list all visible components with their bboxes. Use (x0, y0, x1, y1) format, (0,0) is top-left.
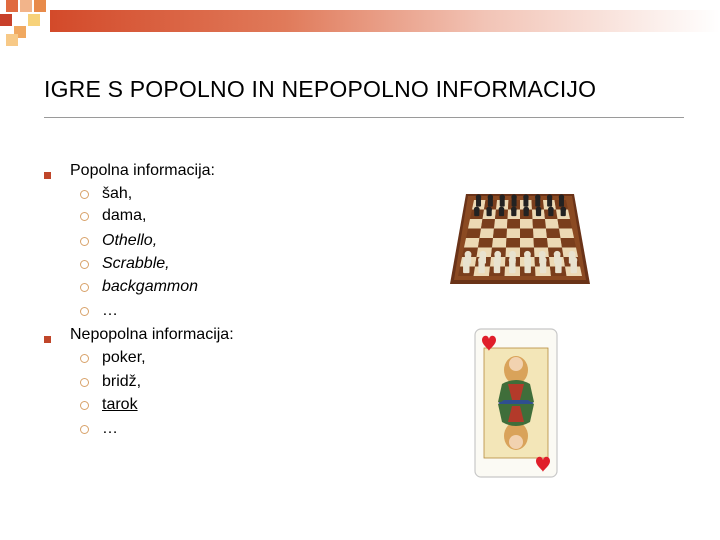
sub-bullet-circle-icon (80, 237, 89, 246)
list-item: Scrabble, (102, 255, 170, 272)
bullet-square-icon (44, 336, 51, 343)
list-item: tarok (102, 396, 138, 413)
title-divider (44, 117, 684, 118)
sub-bullet-circle-icon (80, 378, 89, 387)
chessboard-image (450, 180, 590, 288)
sub-bullet-circle-icon (80, 212, 89, 221)
sub-bullet-circle-icon (80, 190, 89, 199)
list-item: … (102, 302, 118, 319)
playing-card-queen-of-hearts-image (474, 328, 558, 478)
list-item: Othello, (102, 232, 158, 249)
list-item: dama, (102, 207, 147, 224)
list-item: … (102, 420, 118, 437)
list-item: bridž, (102, 373, 142, 390)
bullet-nepopolna: Nepopolna informacija: (70, 326, 234, 343)
header-gradient-bar (50, 10, 720, 32)
list-item: šah, (102, 185, 133, 202)
list-item: backgammon (102, 278, 199, 295)
bullet-popolna: Popolna informacija: (70, 162, 215, 179)
sub-bullet-circle-icon (80, 260, 89, 269)
sub-bullet-circle-icon (80, 307, 89, 316)
sub-bullet-circle-icon (80, 354, 89, 363)
bullet-square-icon (44, 172, 51, 179)
sub-bullet-circle-icon (80, 401, 89, 410)
sub-bullet-circle-icon (80, 425, 89, 434)
sub-bullet-circle-icon (80, 283, 89, 292)
slide-title: IGRE S POPOLNO IN NEPOPOLNO INFORMACIJO (44, 76, 597, 102)
list-item: poker, (102, 349, 146, 366)
